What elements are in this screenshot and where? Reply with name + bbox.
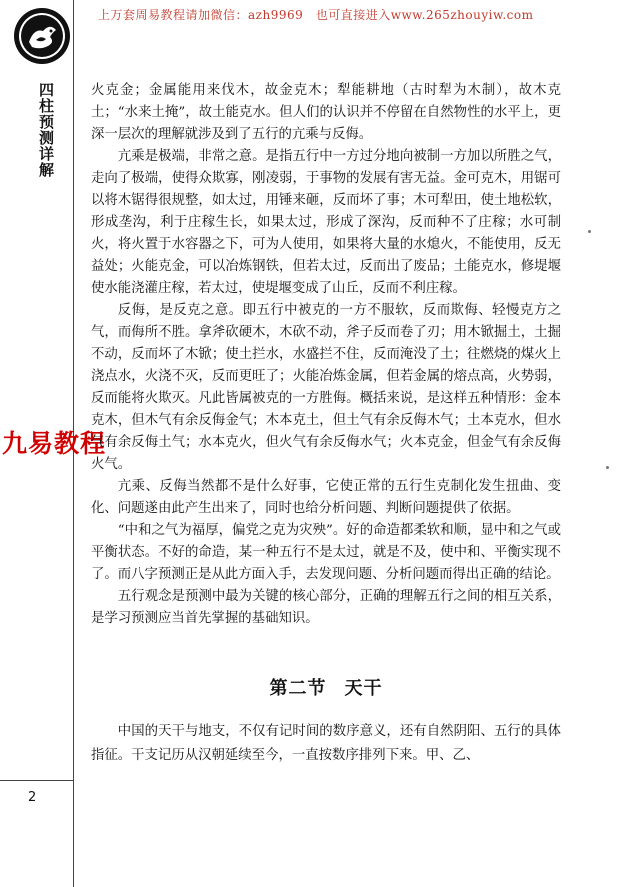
book-spine-title: 四柱预测详解 [37,82,55,178]
paragraph: 五行观念是预测中最为关键的核心部分，正确的理解五行之间的相互关系，是学习预测应当首先掌握的基础知识。 [91,589,561,626]
publisher-logo [12,6,72,66]
body-text [91,80,561,630]
page-number: 2 [28,790,37,805]
paragraph: 反侮，是反克之意。即五行中被克的一方不服软，反而欺侮、轻慢克方之气，而侮所不胜。拿斧砍硬木，木砍不动，斧子反而卷了刃；用木锨掘土，土掘不动，反而坏了木锨；使土拦水，水盛拦不住，反而淹没了土；往燃烧的煤火上浇点水，火浇不灭，反而更旺了；火能冶炼金属，但若金属的熔点高，火势弱，反而能将火欺灭。凡此皆属被克的一方胜侮。概括来说，是这样五种情形：金本克木，但木气有余反侮金气；木本克土，但土气有余反侮木气；土本克水，但水气有余反侮土气；水本克火，但火气有余反侮水气；火本克金，但金气有余反侮火气。 [91,303,561,472]
watermark-text: 九易教程 [2,429,107,458]
paragraph: 亢乘是极端，非常之意。是指五行中一方过分地向被制一方加以所胜之气，走向了极端，使得众欺寡，刚凌弱，于事物的发展有害无益。金可克木，用锯可以将木锯得很规整，如太过，用锤来砸，反而坏了事；木可犁田，使土地松软，形成垄沟，利于庄稼生长，如果太过，形成了深沟，反而种不了庄稼；水可制火，将火置于水容器之下，可为人使用，如果将大量的水熄火，不能使用，反无益处；火能克金，可以冶炼钢铁，但若太过，反而出了废品；土能克水，修堤堰使水能浇灌庄稼，若太过，使堤堰变成了山丘，反而不利庄稼。 [91,149,561,296]
paragraph: “中和之气为福厚，偏党之克为灾殃”。好的命造都柔软和顺，显中和之气或平衡状态。不好的命造，某一种五行不是太过，就是不及，使中和、平衡实现不了。而八字预测正是从此方面入手，去发现问题、分析问题而得出正确的结论。 [91,523,561,582]
header-banner: 上万套周易教程请加微信：azh9969 也可直接进入www.265zhouyiw.com [98,8,534,22]
section-body-text [91,720,561,768]
section-name: 天干 [344,678,383,699]
paragraph: 亢乘、反侮当然都不是什么好事，它使正常的五行生克制化发生扭曲、变化、问题遂由此产生出来了，同时也给分析问题、判断问题提供了依据。 [91,479,561,516]
scan-speck [588,230,591,233]
scan-speck [606,466,609,469]
paragraph: 火克金；金属能用来伐木，故金克木；犁能耕地（古时犁为木制），故木克土；“水来土掩”，故土能克水。但人们的认识并不停留在自然物性的水平上，更深一层次的理解就涉及到了五行的亢乘与反侮。 [91,83,561,142]
section-number: 第二节 [269,678,327,699]
section-title [91,674,561,700]
footer-rule [0,780,74,781]
paragraph: 中国的天干与地支，不仅有记时间的数序意义，还有自然阴阳、五行的具体指征。干支记历从汉朝延续至今，一直按数序排列下来。甲、乙、 [91,724,561,763]
